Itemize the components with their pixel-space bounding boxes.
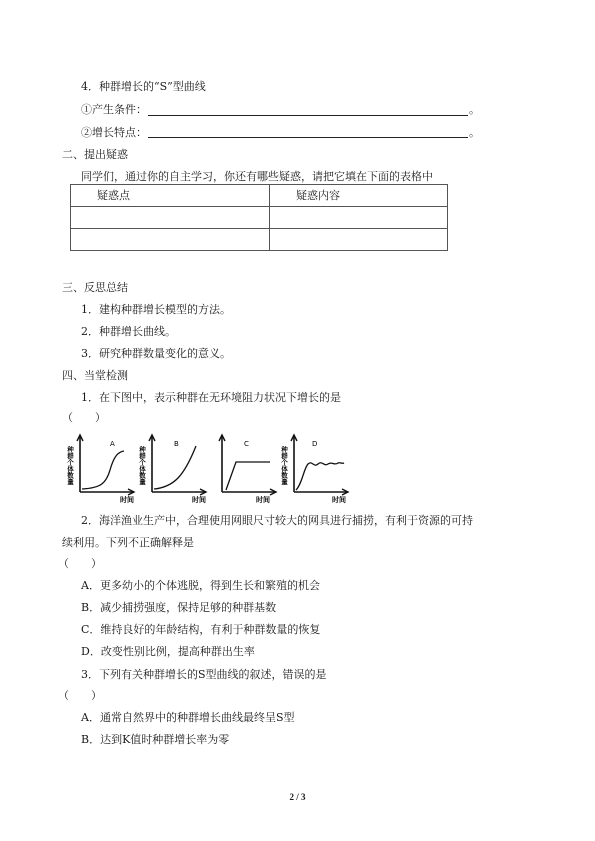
- question-3-answer-paren[interactable]: （ ）: [58, 689, 102, 702]
- graph-d-xlabel: 时间: [332, 496, 346, 504]
- question-3-option-b: B．达到K值时种群增长率为零: [81, 733, 230, 746]
- graph-c-xlabel: 时间: [256, 496, 270, 504]
- graph-a-letter: A: [110, 440, 115, 448]
- question-2-answer-paren[interactable]: （ ）: [58, 557, 102, 570]
- question-2-option-d: D．改变性别比例，提高种群出生率: [81, 645, 255, 658]
- feature-answer-line[interactable]: [148, 137, 468, 138]
- growth-graph-a[interactable]: [66, 432, 136, 504]
- graph-a-svg: [66, 432, 136, 504]
- growth-graph-d[interactable]: [280, 432, 350, 504]
- section-heading-raise-doubts: 二、提出疑惑: [62, 148, 128, 161]
- section-heading-reflection: 三、反思总结: [62, 281, 128, 294]
- growth-graph-b[interactable]: [138, 432, 208, 504]
- question-1-text: 1．在下图中，表示种群在无环境阻力状况下增长的是: [81, 391, 341, 404]
- page-number: 2 / 3: [289, 792, 306, 802]
- graph-b-xlabel: 时间: [192, 496, 206, 504]
- graph-d-letter: D: [312, 440, 318, 448]
- doubts-table: [70, 184, 448, 251]
- question-2-option-c: C．维持良好的年龄结构，有利于种群数量的恢复: [81, 623, 321, 636]
- section-heading-class-test: 四、当堂检测: [62, 369, 128, 382]
- feature-label: ②增长特点：: [81, 126, 147, 139]
- graph-b-letter: B: [174, 440, 179, 448]
- graph-b-ylabel: 种群个体数量: [138, 446, 146, 485]
- table-cell[interactable]: [71, 207, 270, 229]
- question-3-option-a: A．通常自然界中的种群增长曲线最终呈S型: [81, 711, 295, 724]
- doubt-content-header: 疑惑内容: [270, 185, 448, 207]
- question-2-option-b: B．减少捕捞强度，保持足够的种群基数: [81, 601, 277, 614]
- summary-item: 1．建构种群增长模型的方法。: [81, 303, 231, 316]
- s-curve-title: 4．种群增长的“S”型曲线: [81, 80, 206, 93]
- condition-end-mark: 。: [469, 103, 480, 116]
- table-cell[interactable]: [71, 229, 270, 251]
- growth-graph-c[interactable]: [214, 432, 278, 504]
- graph-d-svg: [280, 432, 350, 504]
- graph-c-letter: C: [244, 440, 249, 448]
- summary-item: 2．种群增长曲线。: [81, 325, 176, 338]
- table-row: [71, 185, 448, 207]
- table-row: [71, 229, 448, 251]
- summary-item: 3．研究种群数量变化的意义。: [81, 347, 231, 360]
- question-2-text-line1: 2．海洋渔业生产中，合理使用网眼尺寸较大的网具进行捕捞，有利于资源的可持: [81, 514, 473, 527]
- graph-a-ylabel: 种群个体数量: [66, 446, 74, 485]
- question-2-option-a: A．更多幼小的个体逃脱，得到生长和繁殖的机会: [81, 579, 320, 592]
- question-2-text-line2: 续利用。下列不正确解释是: [62, 536, 194, 549]
- condition-label: ①产生条件：: [81, 103, 147, 116]
- question-3-text: 3．下列有关种群增长的S型曲线的叙述，错误的是: [81, 668, 327, 681]
- doubt-point-header: 疑惑点: [71, 185, 270, 207]
- graph-c-svg: [214, 432, 278, 504]
- table-cell[interactable]: [270, 207, 448, 229]
- graph-a-xlabel: 时间: [120, 496, 134, 504]
- graph-b-svg: [138, 432, 208, 504]
- table-cell[interactable]: [270, 229, 448, 251]
- question-1-answer-paren[interactable]: （ ）: [62, 411, 106, 424]
- condition-answer-line[interactable]: [148, 115, 468, 116]
- feature-end-mark: 。: [469, 126, 480, 139]
- table-row: [71, 207, 448, 229]
- doubts-intro: 同学们，通过你的自主学习，你还有哪些疑惑，请把它填在下面的表格中: [81, 170, 433, 183]
- graph-d-ylabel: 种群个体数量: [280, 446, 288, 485]
